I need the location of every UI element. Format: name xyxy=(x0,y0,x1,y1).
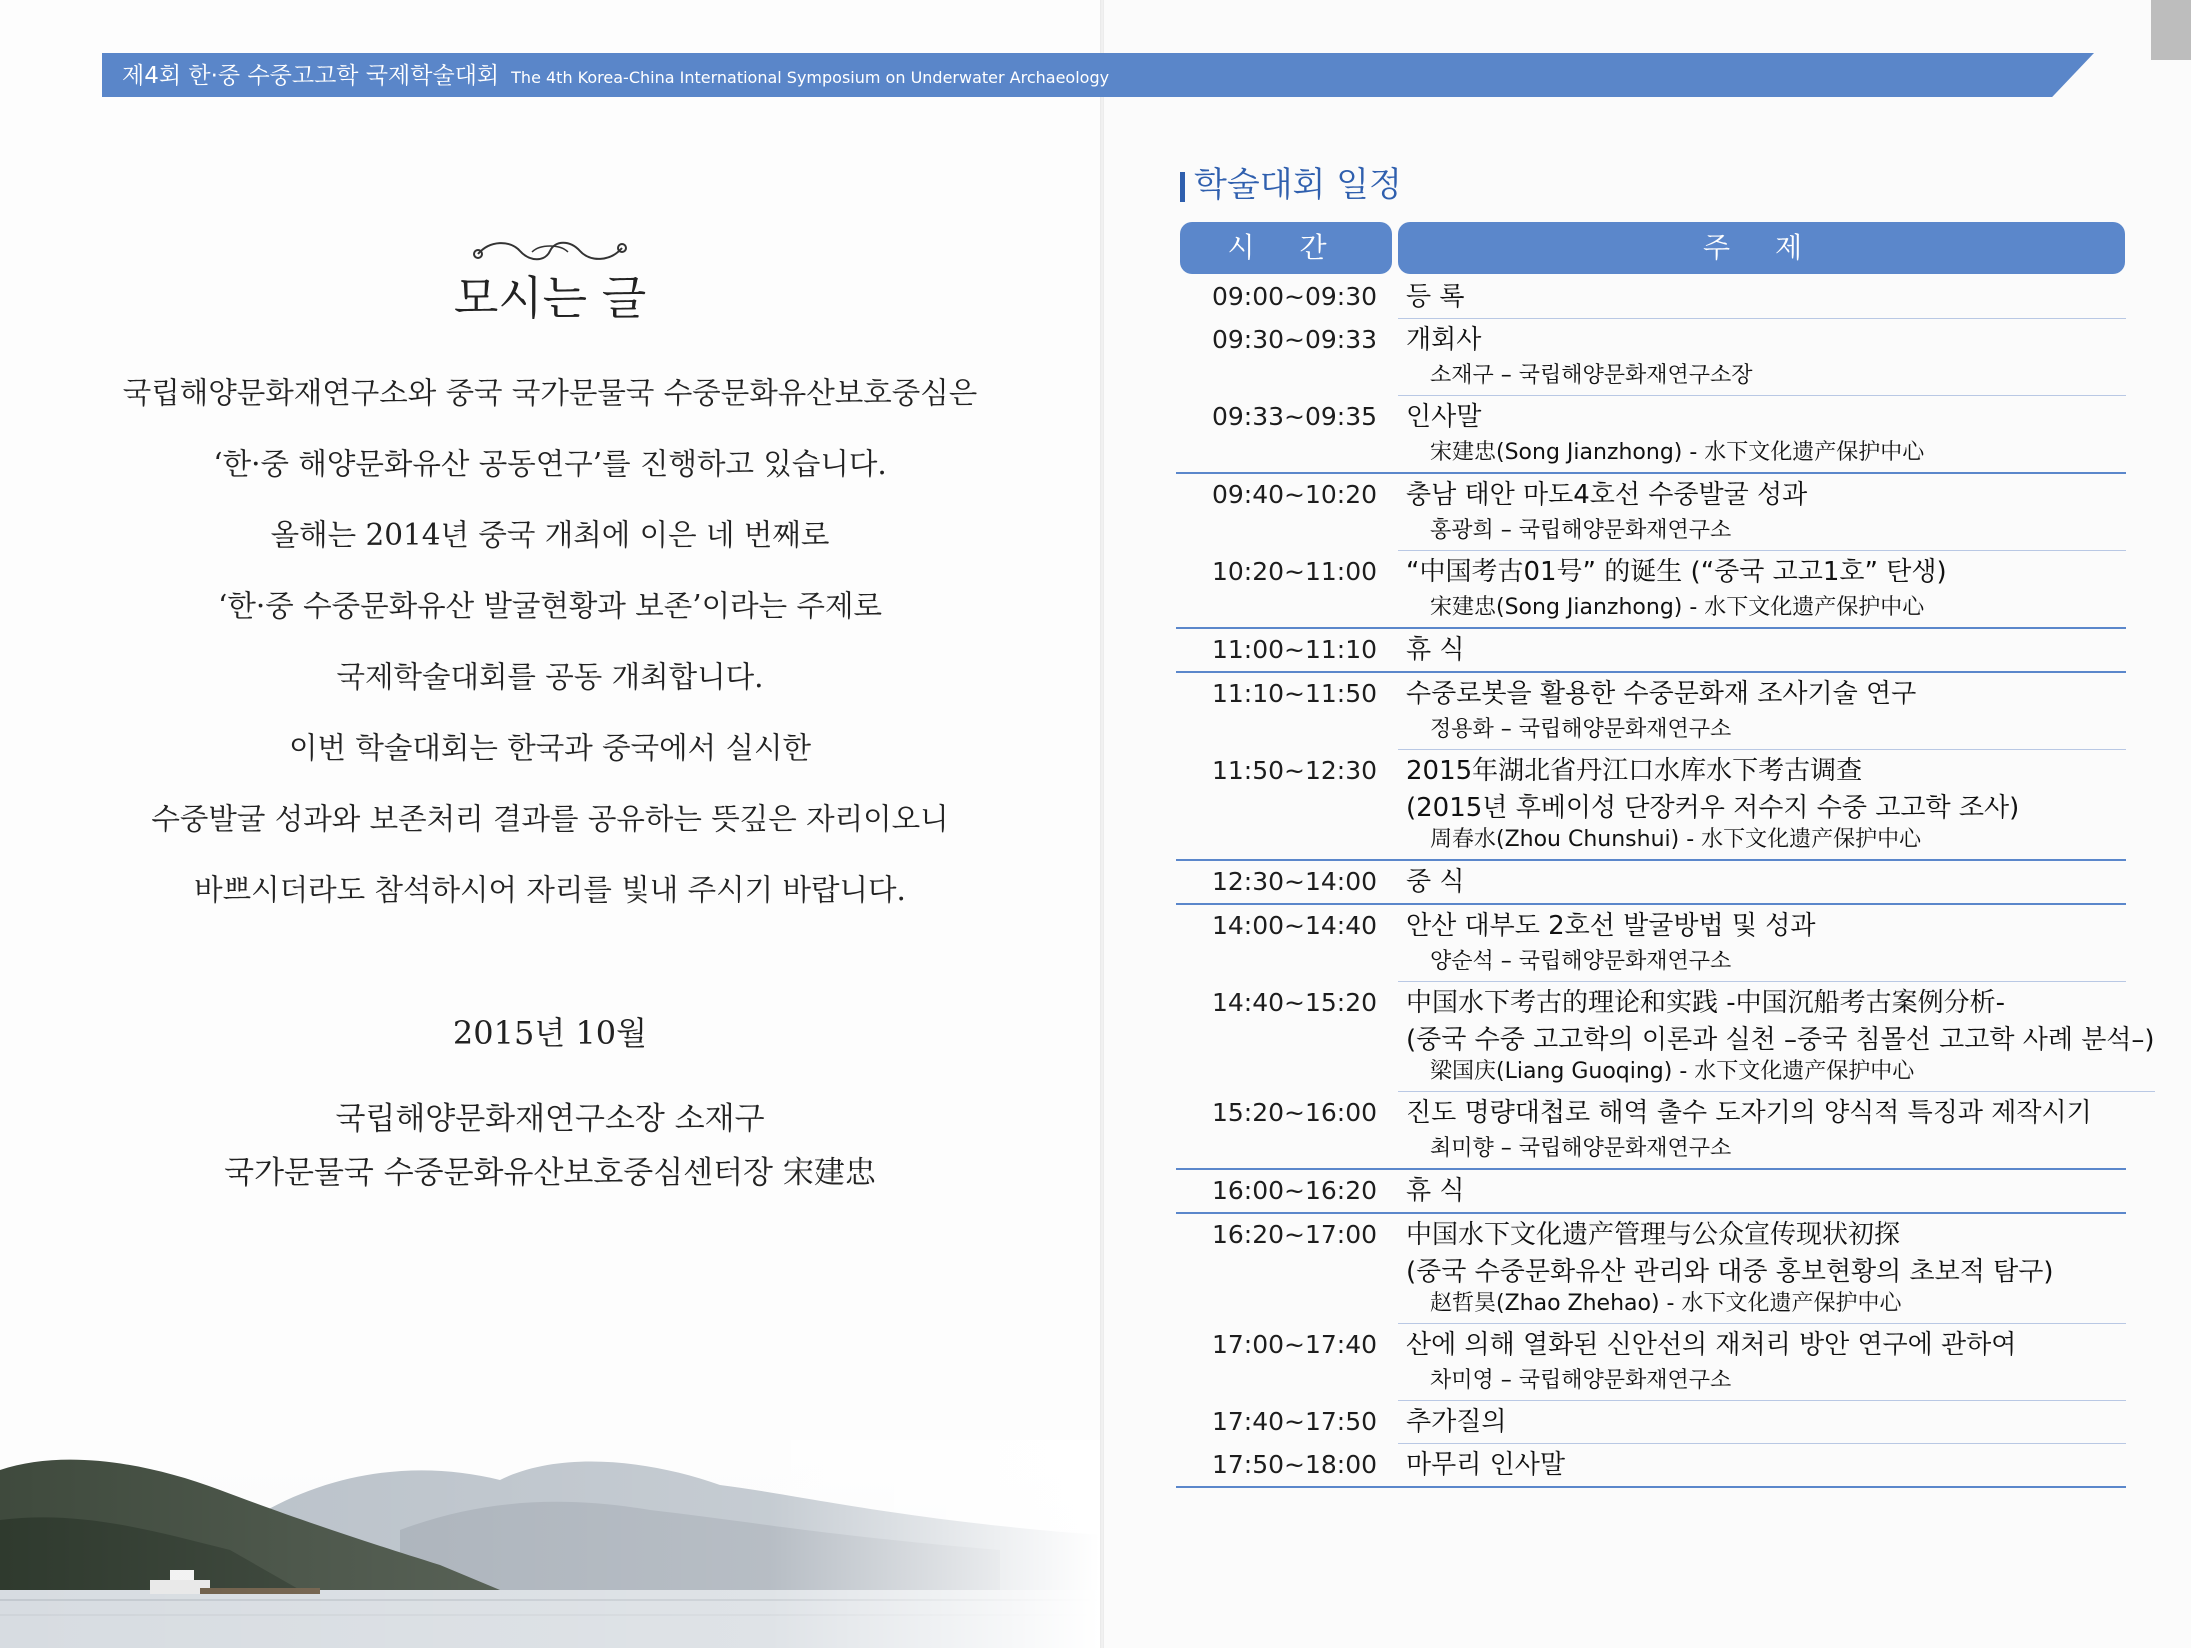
letter-line: ‘한·중 수중문화유산 발굴현황과 보존’이라는 주제로 xyxy=(217,589,883,623)
signer-line: 국가문물국 수중문화유산보호중심센터장 宋建忠 xyxy=(224,1155,876,1191)
session-title: 등 록 xyxy=(1406,282,1465,312)
schedule-row xyxy=(1176,551,2126,627)
signer-line: 국립해양문화재연구소장 소재구 xyxy=(335,1101,765,1137)
schedule-row xyxy=(1176,1214,2126,1324)
session-speaker: 차미영 – 국립해양문화재연구소 xyxy=(1430,1368,1732,1393)
schedule-row xyxy=(1176,319,2126,396)
schedule-time: 09:33~09:35 xyxy=(1212,402,1378,431)
schedule-heading: 학술대회 일정 xyxy=(1180,162,1402,208)
session-title: 휴 식 xyxy=(1406,635,1465,665)
schedule-time: 12:30~14:00 xyxy=(1212,867,1378,896)
schedule-topic xyxy=(1398,750,2126,859)
session-title: 안산 대부도 2호선 발굴방법 및 성과 xyxy=(1406,911,1816,941)
schedule-topic xyxy=(1398,474,2126,551)
session-title: 휴 식 xyxy=(1406,1176,1465,1206)
letter-line: 올해는 2014년 중국 개최에 이은 네 번째로 xyxy=(270,518,830,552)
schedule-row xyxy=(1176,1401,2126,1444)
session-subtitle: (중국 수중문화유산 관리와 대중 홍보현황의 초보적 탐구) xyxy=(1406,1257,2054,1287)
session-title: “中国考古01号” 的诞生 (“중국 고고1호” 탄생) xyxy=(1406,557,1947,587)
session-speaker: 홍광희 – 국립해양문화재연구소 xyxy=(1430,518,1732,543)
corner-tab xyxy=(2151,0,2191,60)
schedule-time: 09:40~10:20 xyxy=(1212,480,1378,509)
schedule-row xyxy=(1176,1324,2126,1401)
session-speaker: 周春水(Zhou Chunshui) - 水下文化遗产保护中心 xyxy=(1430,827,1922,852)
schedule-row xyxy=(1176,982,2155,1092)
schedule-time: 10:20~11:00 xyxy=(1212,557,1378,586)
schedule-table xyxy=(1176,276,2155,1488)
session-title: 수중로봇을 활용한 수중문화재 조사기술 연구 xyxy=(1406,679,1917,709)
schedule-row xyxy=(1176,474,2126,551)
schedule-time: 11:10~11:50 xyxy=(1212,679,1378,708)
letter-date: 2015년 10월 xyxy=(452,1014,648,1052)
schedule-row xyxy=(1176,750,2126,859)
schedule-time: 16:20~17:00 xyxy=(1212,1220,1378,1249)
schedule-topic xyxy=(1398,1444,2126,1486)
schedule-time: 11:50~12:30 xyxy=(1212,756,1378,785)
schedule-topic xyxy=(1398,1214,2126,1324)
session-speaker: 소재구 – 국립해양문화재연구소장 xyxy=(1430,363,1753,388)
schedule-row xyxy=(1176,629,2126,671)
session-subtitle: (2015년 후베이성 단장커우 저수지 수중 고고학 조사) xyxy=(1406,793,2020,823)
schedule-topic xyxy=(1398,276,2126,319)
session-title: 산에 의해 열화된 신안선의 재처리 방안 연구에 관하여 xyxy=(1406,1330,2017,1360)
time-column-header: 시 간 xyxy=(1180,222,1392,274)
schedule-row xyxy=(1176,905,2126,982)
session-speaker: 赵哲昊(Zhao Zhehao) - 水下文化遗产保护中心 xyxy=(1430,1291,1902,1316)
schedule-time: 17:50~18:00 xyxy=(1212,1450,1378,1479)
session-title: 인사말 xyxy=(1406,402,1482,432)
letter-line: 국제학술대회를 공동 개최합니다. xyxy=(336,660,764,694)
schedule-row xyxy=(1176,1170,2126,1212)
schedule-row xyxy=(1176,673,2126,750)
schedule-topic xyxy=(1398,1324,2126,1401)
schedule-topic xyxy=(1398,905,2126,982)
session-speaker: 梁国庆(Liang Guoqing) - 水下文化遗产保护中心 xyxy=(1430,1059,1915,1084)
header-title-ko: 제4회 한·중 수중고고학 국제학술대회 xyxy=(122,63,500,89)
header-title-en: The 4th Korea-China International Symposium on Underwater Archaeology xyxy=(511,68,1110,87)
schedule-topic xyxy=(1398,629,2126,671)
letter-line: 국립해양문화재연구소와 중국 국가문물국 수중문화유산보호중심은 xyxy=(122,376,978,410)
schedule-topic xyxy=(1398,551,2126,627)
schedule-topic xyxy=(1398,1401,2126,1444)
letter-line: 수중발굴 성과와 보존처리 결과를 공유하는 뜻깊은 자리이오니 xyxy=(151,802,949,836)
schedule-topic xyxy=(1398,982,2155,1092)
schedule-time: 11:00~11:10 xyxy=(1212,635,1378,664)
session-speaker: 정용화 – 국립해양문화재연구소 xyxy=(1430,717,1732,742)
signers xyxy=(0,1092,1100,1200)
schedule-time: 16:00~16:20 xyxy=(1212,1176,1378,1205)
letter-line: 바쁘시더라도 참석하시어 자리를 빛내 주시기 바랍니다. xyxy=(194,873,906,907)
session-subtitle: (중국 수중 고고학의 이론과 실천 –중국 침몰선 고고학 사례 분석–) xyxy=(1406,1025,2155,1055)
session-title: 충남 태안 마도4호선 수중발굴 성과 xyxy=(1406,480,1808,510)
session-speaker: 宋建忠(Song Jianzhong) - 水下文化遗产保护中心 xyxy=(1430,595,1925,620)
session-title: 中国水下考古的理论和实践 -中国沉船考古案例分析- xyxy=(1406,988,2006,1018)
letter-body xyxy=(100,366,1000,934)
header-title xyxy=(122,54,1109,98)
coastal-landscape-image xyxy=(0,1440,1100,1648)
schedule-time: 15:20~16:00 xyxy=(1212,1098,1378,1127)
schedule-time: 14:00~14:40 xyxy=(1212,911,1378,940)
schedule-row xyxy=(1176,861,2126,903)
letter-line: ‘한·중 해양문화유산 공동연구’를 진행하고 있습니다. xyxy=(213,447,887,481)
session-title: 개회사 xyxy=(1406,325,1482,355)
schedule-row xyxy=(1176,276,2126,319)
schedule-time: 09:00~09:30 xyxy=(1212,282,1378,311)
schedule-time: 09:30~09:33 xyxy=(1212,325,1378,354)
letter-title: 모시는 글 xyxy=(453,271,647,325)
schedule-row xyxy=(1176,1092,2126,1168)
session-title: 진도 명량대첩로 해역 출수 도자기의 양식적 특징과 제작시기 xyxy=(1406,1098,2092,1128)
session-title: 중 식 xyxy=(1406,867,1465,897)
session-speaker: 최미향 – 국립해양문화재연구소 xyxy=(1430,1136,1732,1161)
schedule-topic xyxy=(1398,396,2126,472)
schedule-topic xyxy=(1398,319,2126,396)
schedule-time: 17:00~17:40 xyxy=(1212,1330,1378,1359)
session-speaker: 양순석 – 국립해양문화재연구소 xyxy=(1430,949,1732,974)
letter-line: 이번 학술대회는 한국과 중국에서 실시한 xyxy=(289,731,811,765)
session-title: 中国水下文化遗产管理与公众宣传现状初探 xyxy=(1406,1220,1901,1250)
schedule-row xyxy=(1176,1444,2126,1486)
schedule-row xyxy=(1176,396,2126,472)
topic-column-header: 주 제 xyxy=(1398,222,2125,274)
section-divider xyxy=(1176,1486,2126,1488)
session-speaker: 宋建忠(Song Jianzhong) - 水下文化遗产保护中心 xyxy=(1430,440,1925,465)
schedule-topic xyxy=(1398,1092,2126,1168)
schedule-time: 17:40~17:50 xyxy=(1212,1407,1378,1436)
schedule-topic xyxy=(1398,673,2126,750)
schedule-topic xyxy=(1398,861,2126,903)
schedule-topic xyxy=(1398,1170,2126,1212)
session-title: 추가질의 xyxy=(1406,1407,1507,1437)
session-title: 2015年湖北省丹江口水库水下考古调查 xyxy=(1406,756,1863,786)
session-title: 마무리 인사말 xyxy=(1406,1450,1565,1480)
schedule-time: 14:40~15:20 xyxy=(1212,988,1378,1017)
